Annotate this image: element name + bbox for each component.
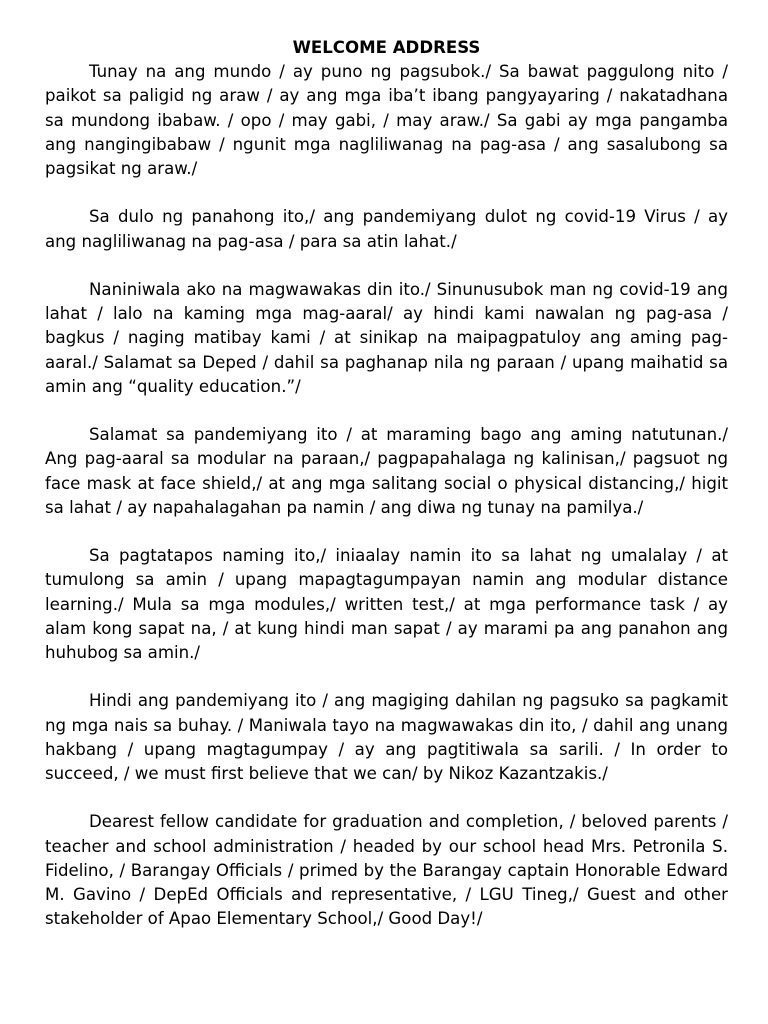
- document-title: WELCOME ADDRESS: [292, 38, 481, 57]
- paragraph-4: Salamat sa pandemiyang ito / at maraming bago ang aming natutunan./ Ang pag-aaral sa modular na paraan,/ pagpapahalaga ng kalinisan,/ pagsuot ng face mask at face shield,/ at ang mga salitang social o physical distancing,/ higit sa lahat / ay napahalagahan pa namin / ang diwa ng tunay na pamilya./: [45, 425, 728, 517]
- paragraph-6: Hindi ang pandemiyang ito / ang magiging dahilan ng pagsuko sa pagkamit ng mga nais sa buhay. / Maniwala tayo na magwawakas din ito, / dahil ang unang hakbang / upang magtagumpay / ay ang pagtitiwala sa sarili. / In order to succeed, / we must first believe that we can/ by Nikoz Kazantzakis./: [45, 691, 728, 784]
- document-body: [45, 60, 728, 931]
- paragraph-5: Sa pagtatapos naming ito,/ iniaalay namin ito sa lahat ng umalalay / at tumulong sa amin / upang mapagtagumpayan namin ang modular distance learning./ Mula sa mga modules,/ written test,/ at mga performance task / ay alam kong sapat na, / at kung hindi man sapat / ay marami pa ang panahon ang huhubog sa amin./: [45, 546, 728, 663]
- paragraph-2: Sa dulo ng panahong ito,/ ang pandemiyang dulot ng covid-19 Virus / ay ang nagliliwanag na pag-asa / para sa atin lahat./: [45, 207, 728, 251]
- document-page: [45, 36, 728, 931]
- paragraph-1: Tunay na ang mundo / ay puno ng pagsubok./ Sa bawat paggulong nito / paikot sa paligid ng araw / ay ang mga iba’t ibang pangyayaring / nakatadhana sa mundong ibabaw. / opo / may gabi, / may araw./ Sa gabi ay mga pangamba ang nangingibabaw / ngunit mga nagliliwanag na pag-asa / ang sasalubong sa pagsikat ng araw./: [45, 62, 728, 179]
- paragraph-3: Naniniwala ako na magwawakas din ito./ Sinunusubok man ng covid-19 ang lahat / lalo na kaming mga mag-aaral/ ay hindi kami nawalan ng pag-asa / bagkus / naging matibay kami / at sinikap na maipagpatuloy ang aming pag-aaral./ Salamat sa Deped / dahil sa paghanap nila ng paraan / upang maihatid sa amin ang “quality education.”/: [45, 280, 728, 396]
- paragraph-7: Dearest fellow candidate for graduation and completion, / beloved parents / teacher and school administration / headed by our school head Mrs. Petronila S. Fidelino, / Barangay Officials / primed by the Barangay captain Honorable Edward M. Gavino / DepEd Officials and representative, / LGU Tineg,/ Guest and other stakeholder of Apao Elementary School,/ Good Day!/: [45, 812, 728, 929]
